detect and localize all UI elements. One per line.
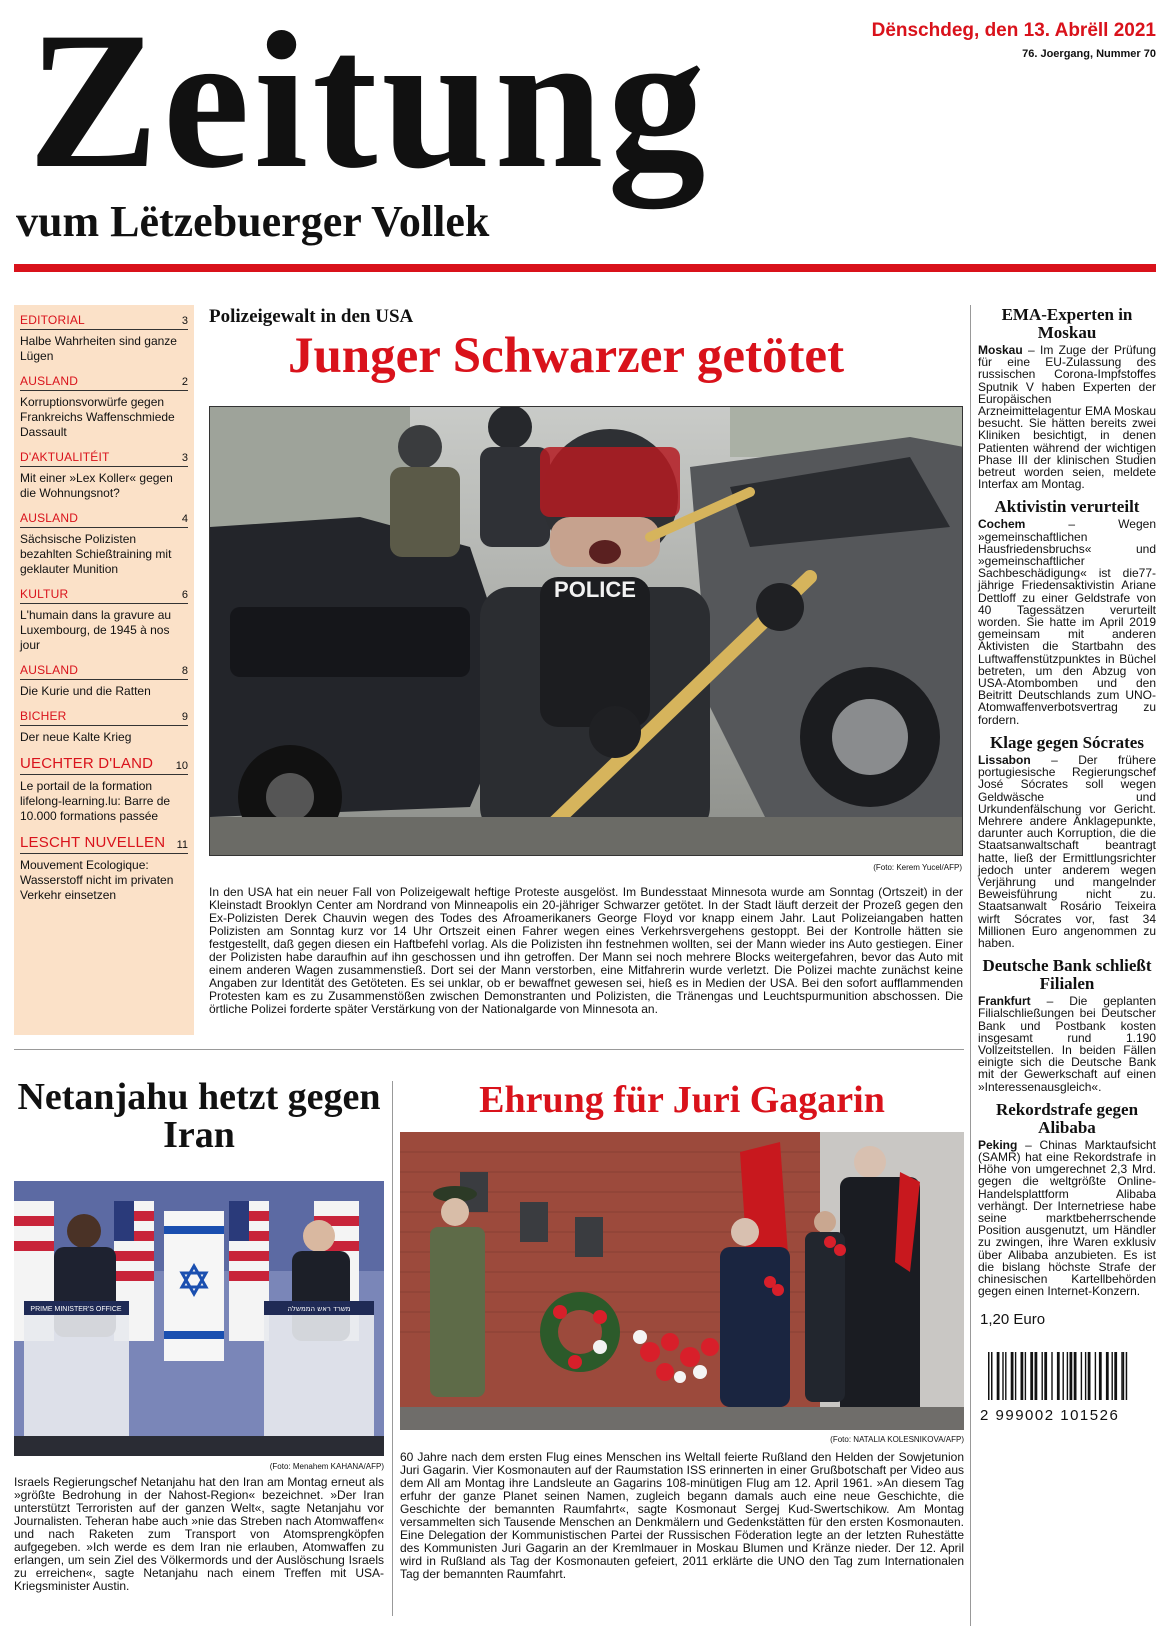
news-briefs-column xyxy=(978,305,1156,1425)
toc-item[interactable] xyxy=(20,834,188,903)
brief-dateline: Lissabon xyxy=(978,752,1031,767)
toc-section: AUSLAND xyxy=(20,374,79,388)
toc-teaser: Le portail de la formation lifelong-learning.lu: Barre de 10.000 formations passée xyxy=(20,779,171,823)
brief-dateline: Peking xyxy=(978,1137,1018,1152)
brief-dateline: Cochem xyxy=(978,517,1026,532)
masthead-rule xyxy=(14,264,1156,272)
masthead-title: Zeitung xyxy=(28,0,710,209)
toc-section: LESCHT NUVELLEN xyxy=(20,834,166,851)
gagarin-photo[interactable] xyxy=(400,1132,964,1430)
toc-teaser: Korruptionsvorwürfe gegen Frankreichs Waffenschmiede Dassault xyxy=(20,395,175,439)
issue-date: Dënschdeg, den 13. Abrëll 2021 xyxy=(871,20,1156,41)
toc-teaser: Die Kurie und die Ratten xyxy=(20,684,151,698)
podium-right-label: משרד ראש הממשלה xyxy=(287,1305,351,1313)
main-story-body: In den USA hat ein neuer Fall von Polizeigewalt heftige Proteste ausgelöst. Im Bundesstaat Minnesota wurde am Sonntag (Ortszeit) in der Kleinstadt Brooklyn Center am Nordrand von Minneapolis ein 20-jähriger Schwarzer getötet. In der Stadt läuft derzeit der Prozeß gegen den Ex-Polizisten Derek Chauvin wegen des Todes des Afroamerikaners George Floyd vor knapp einem Jahr. Laut Polizeiangaben hatten Polizisten am Sonntag kurz vor 14 Uhr Ortszeit einen Fahrer wegen eines Verkehrsvergehens gestoppt. Bei der Kontrolle hätten sie festgestellt, daß gegen diesen ein Haftbefehl vorlag. Als die Polizisten ihn festnehmen wollten, sei der Mann wieder ins Auto gestiegen. Einer der Polizisten habe daraufhin auf ihn geschossen und ihn getroffen. Der Mann sei noch mehrere Blocks weitergefahren, bevor das Auto mit einem anderen Wagen zusammenstieß. Dort sei der Mann verstorben, eine Mitfahrerin wurde verletzt. Die Polizei machte zunächst keine Angaben zur Identität des Getöteten. Es sei unklar, ob er bewaffnet gewesen sei, hieß es in Medien der USA. Bei den sofort aufflammenden Protesten kam es zu Zusammenstößen zwischen Demonstranten und Polizisten, die Tränengas und Leuchtspurmunition abschossen. Die örtliche Polizei forderte später Verstärkung von der Nationalgarde von Minnesota an. xyxy=(209,885,963,1016)
toc-page: 11 xyxy=(176,839,188,851)
toc-page: 9 xyxy=(181,711,188,723)
toc-section: EDITORIAL xyxy=(20,313,85,327)
riot-police-photo xyxy=(210,407,963,856)
toc-section: UECHTER D'LAND xyxy=(20,755,154,772)
toc-page: 3 xyxy=(181,315,188,327)
toc-item[interactable] xyxy=(20,374,188,440)
main-photo-credit: (Foto: Kerem Yucel/AFP) xyxy=(873,863,962,872)
toc-item[interactable] xyxy=(20,313,188,364)
news-brief[interactable] xyxy=(978,957,1156,1093)
netanjahu-photo-credit: (Foto: Menahem KAHANA/AFP) xyxy=(269,1462,384,1471)
toc-teaser: Halbe Wahrheiten sind ganze Lügen xyxy=(20,334,177,363)
brief-text: – Der frühere portugiesische Regierungschef José Sócrates soll wegen Geldwäsche und Urkundenfälschung vor Gericht. Mehrere andere Anklagepunkte, darunter auch Korruption, die die Staatsanwaltschaft beantragt hatte, ließ der Ermittlungsrichter jedoch unter anderem wegen Verjährung und mangelnder Beweisführung nicht zu. Staatsanwalt Rosário Teixeira wirft Sócrates vor, fast 34 Millionen Euro angenommen zu haben. xyxy=(978,752,1156,950)
column-divider xyxy=(970,305,971,1626)
main-story-photo[interactable] xyxy=(209,406,963,856)
main-story-headline[interactable]: Junger Schwarzer getötet xyxy=(287,328,845,384)
toc-item[interactable] xyxy=(20,755,188,824)
gagarin-body: 60 Jahre nach dem ersten Flug eines Menschen ins Weltall feierte Rußland den Helden der Sowjetunion Juri Gagarin. Vier Kosmonauten auf der Raumstation ISS erinnerten in einer Grußbotschaft per Video aus dem All am Montag ihre Landsleute an Gagarins 108-minütigen Flug am 12. April 1961. »An diesem Tag erfuhr der ganze Planet seinen Namen, zugleich begann damals auch eine neue Geschichte, die Geschichte der bemannten Raumfahrt«, sagte Kosmonaut Sergej Kud-Swertschikow. Am Montag versammelten sich Tausende Menschen an Denkmälern und Gedenkstätten für den ersten Kosmonauten. Eine Delegation der Kommunistischen Partei der Russischen Föderation legte an der letzten Ruhestätte des Kommunisten Juri Gagarin an der Kremlmauer in Moskau Blumen und Kränze nieder. Der 12. April wird in Rußland als Tag der Kosmonauten gefeiert, 2011 erklärte die UNO den Tag zum Internationalen Tag der bemannten Raumfahrt. xyxy=(400,1450,964,1581)
news-brief[interactable] xyxy=(978,306,1156,490)
brief-title: Rekordstrafe gegen Alibaba xyxy=(995,1099,1139,1137)
barcode-bars-icon xyxy=(986,1352,1156,1400)
brief-text: – Chinas Marktaufsicht (SAMR) hat eine Rekordstrafe in Höhe von umgerechnet 2,3 Mrd. gegen die weltgrößte Online-Handelsplattform Alibaba verhängt. Der Internetriese habe seine marktbeherrschende Position ausgenutzt, um Händler zu zwingen, ihre Waren exklusiv über Alibaba anzubieten. Es ist die bislang höchste Strafe der chinesischen Kartellbehörden gegen einen Internet-Konzern. xyxy=(978,1137,1156,1299)
section-divider xyxy=(14,1049,964,1050)
toc-page: 3 xyxy=(181,452,188,464)
toc-item[interactable] xyxy=(20,709,188,745)
toc-page: 8 xyxy=(181,665,188,677)
brief-text: – Die geplanten Filialschließungen bei Deutscher Bank und Postbank kosten insgesamt rund 1.190 Vollzeitstellen. In beiden Fällen einigte sich die Deutsche Bank mit der Gewerkschaft auf einen »Interessenausgleich«. xyxy=(978,994,1156,1094)
kremlin-wall-ceremony-photo xyxy=(400,1132,964,1430)
toc-item[interactable] xyxy=(20,663,188,699)
toc-page: 4 xyxy=(181,513,188,525)
brief-text: – Im Zuge der Prüfung für eine EU-Zulassung des russischen Corona-Impfstoffes Sputnik V haben Experten der Europäischen Arzneimittelagentur EMA Moskau besucht. Sie hätten bereits zwei Kliniken besichtigt, in denen Patienten während der wichtigen Phase III der klinischen Studien betreut worden seien, meldete Interfax am Montag. xyxy=(978,343,1156,492)
toc-item[interactable] xyxy=(20,511,188,577)
table-of-contents xyxy=(14,305,194,1035)
toc-teaser: L'humain dans la gravure au Luxembourg, de 1945 à nos jour xyxy=(20,608,172,652)
news-brief[interactable] xyxy=(978,498,1156,725)
issue-number: 76. Joergang, Nummer 70 xyxy=(1022,48,1156,60)
toc-page: 2 xyxy=(181,376,188,388)
toc-teaser: Mouvement Ecologique: Wasserstoff nicht im privaten Verkehr einsetzen xyxy=(20,858,174,902)
barcode-number: 2 999002 101526 xyxy=(980,1407,1120,1425)
toc-teaser: Mit einer »Lex Koller« gegen die Wohnungsnot? xyxy=(20,471,173,500)
brief-dateline: Frankfurt xyxy=(978,994,1031,1009)
column-divider xyxy=(392,1081,393,1616)
barcode xyxy=(978,1352,1156,1425)
gagarin-headline[interactable]: Ehrung für Juri Gagarin xyxy=(479,1079,885,1121)
toc-teaser: Sächsische Polizisten bezahlten Schießtraining mit geklauter Munition xyxy=(20,532,172,576)
press-conference-photo xyxy=(14,1181,384,1456)
netanjahu-headline[interactable]: Netanjahu hetzt gegen Iran xyxy=(17,1076,381,1156)
news-brief[interactable] xyxy=(978,734,1156,949)
news-brief[interactable] xyxy=(978,1101,1156,1298)
toc-section: AUSLAND xyxy=(20,511,79,525)
toc-item[interactable] xyxy=(20,587,188,653)
podium-left-label: PRIME MINISTER'S OFFICE xyxy=(30,1306,122,1313)
brief-title: Klage gegen Sócrates xyxy=(990,732,1144,752)
netanjahu-body: Israels Regierungschef Netanjahu hat den Iran am Montag erneut als »größte Bedrohung in der Nahost-Region« bezeichnet. »Der Iran unterstützt Terroristen auf der ganzen Welt«, sagte Netanjahu vor Journalisten. Teheran habe auch »nie das Streben nach Atomwaffen« und nach Raketen zum Transport von Atomsprengköpfen aufgegeben. »Ich werde es dem Iran nie erlauben, Atomwaffen zu erlangen, um sein Ziel des Völkermords und der Auslöschung Israels zu erreichen«, sagte Netanjahu nach einem Treffen mit USA-Kriegsminister Austin. xyxy=(14,1475,384,1593)
toc-section: D'AKTUALITÉIT xyxy=(20,450,110,464)
police-label: POLICE xyxy=(554,577,636,602)
toc-item[interactable] xyxy=(20,450,188,501)
toc-section: BICHER xyxy=(20,709,67,723)
brief-title: EMA-Experten in Moskau xyxy=(1001,305,1133,342)
masthead-subtitle: vum Lëtzebuerger Vollek xyxy=(16,197,490,246)
brief-dateline: Moskau xyxy=(978,343,1023,357)
toc-section: KULTUR xyxy=(20,587,69,601)
toc-page: 6 xyxy=(181,589,188,601)
toc-teaser: Der neue Kalte Krieg xyxy=(20,730,132,744)
brief-title: Aktivistin verurteilt xyxy=(994,497,1140,517)
netanjahu-photo[interactable] xyxy=(14,1181,384,1456)
brief-text: – Wegen »gemeinschaftlichen Hausfriedensbruchs« und »gemeinschaftlicher Sachbeschädigung« ist die77-jährige Friedensaktivistin Ariane Dettloff zu einer Geldstrafe von 40 Tagessätzen verurteilt worden. Sie hatte im April 2019 gemeinsam mit anderen Aktivisten die Startbahn des Luftwaffenstützpunktes in Büchel betreten, um den Abzug von USA-Atombomben und den Beitritt Deutschlands zum UNO-Atomwaffenverbotsvertrag zu fordern. xyxy=(978,517,1156,727)
toc-page: 10 xyxy=(175,760,188,772)
brief-title: Deutsche Bank schließt Filialen xyxy=(982,956,1152,994)
gagarin-photo-credit: (Foto: NATALIA KOLESNIKOVA/AFP) xyxy=(830,1435,964,1444)
price: 1,20 Euro xyxy=(980,1311,1046,1329)
main-story-kicker: Polizeigewalt in den USA xyxy=(209,306,414,327)
toc-section: AUSLAND xyxy=(20,663,79,677)
